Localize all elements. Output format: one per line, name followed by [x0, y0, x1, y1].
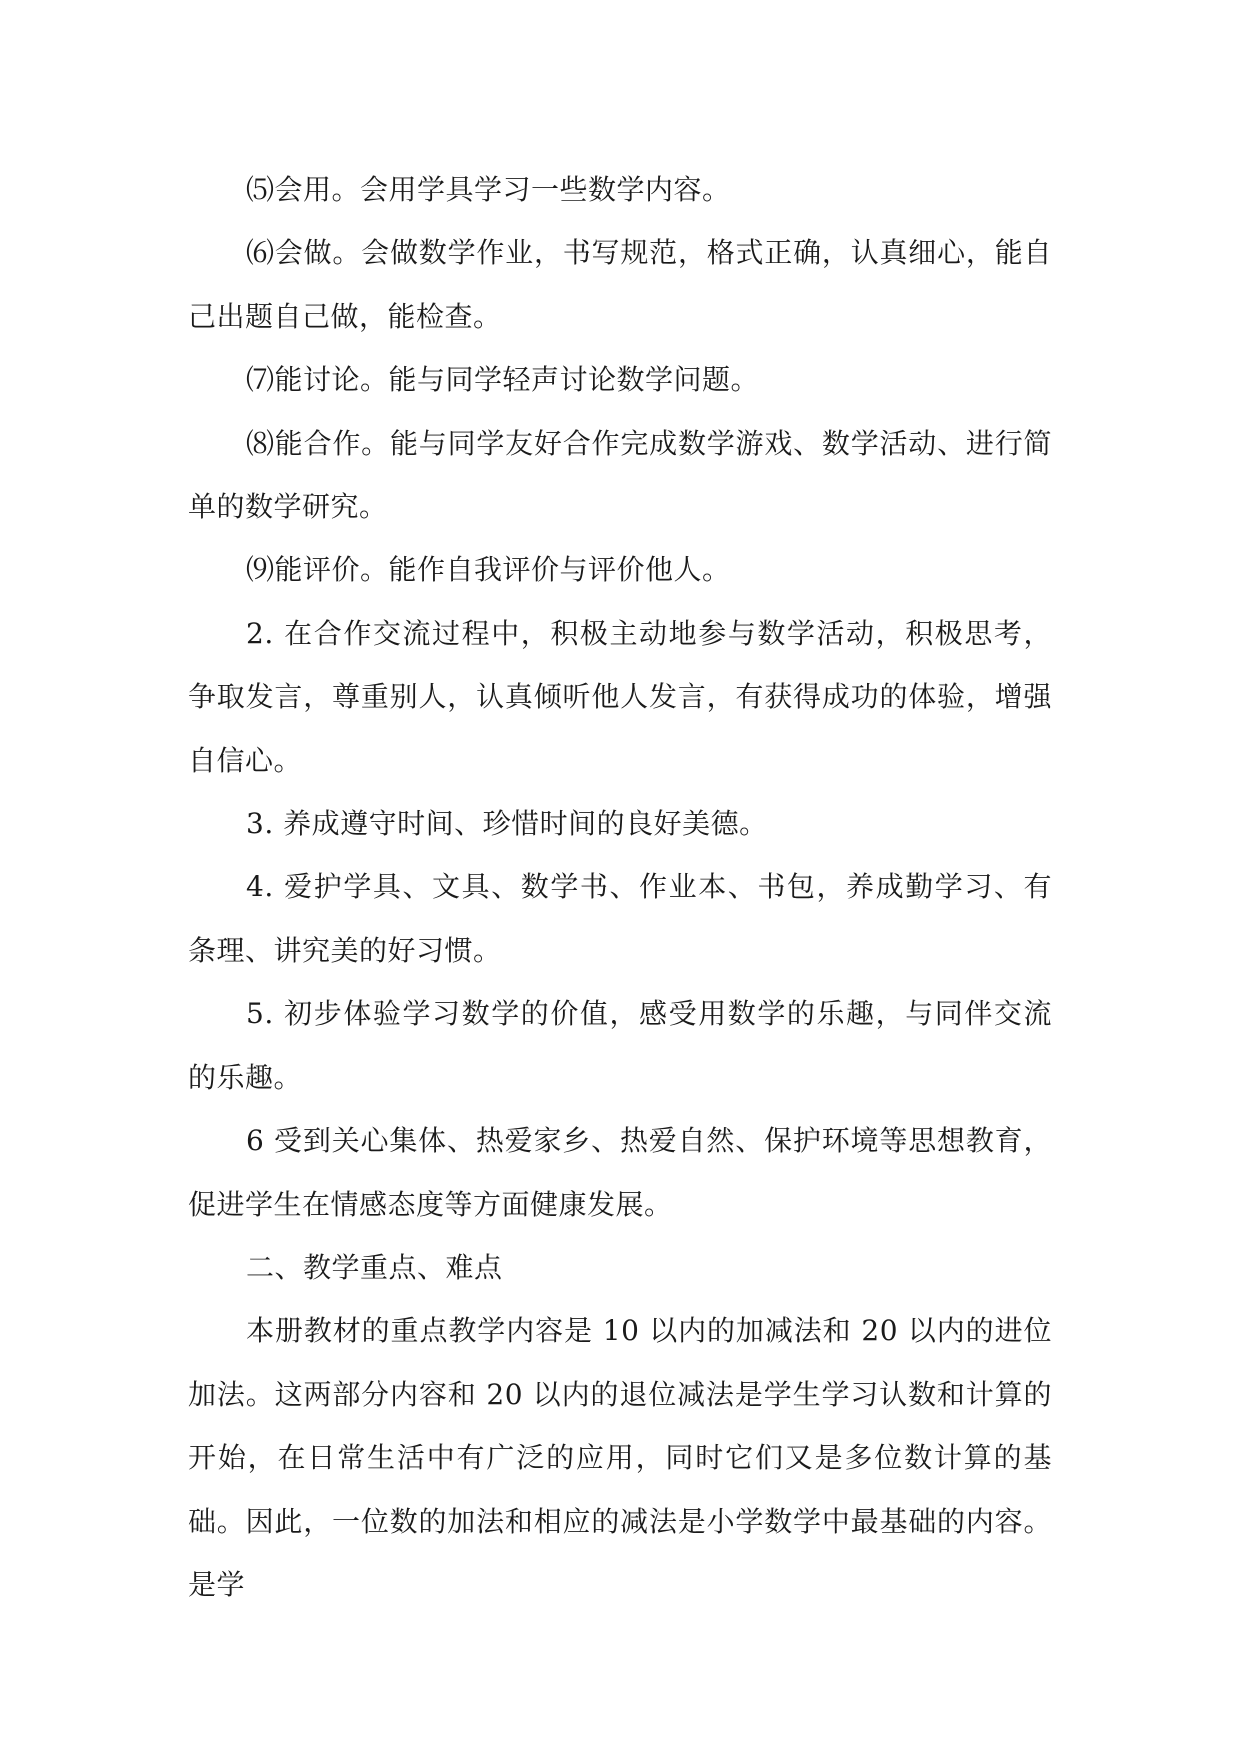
- paragraph: 6 受到关心集体、热爱家乡、热爱自然、保护环境等思想教育，促进学生在情感态度等方面健康发展。: [188, 1124, 1052, 1221]
- paragraph: ⑺能讨论。能与同学轻声讨论数学问题。: [246, 363, 760, 397]
- section-heading: 二、教学重点、难点: [246, 1250, 503, 1284]
- paragraph: ⑹会做。会做数学作业，书写规范，格式正确，认真细心，能自己出题自己做，能检查。: [188, 236, 1052, 333]
- paragraph: ⑸会用。会用学具学习一些数学内容。: [246, 173, 731, 206]
- paragraph: 5. 初步体验学习数学的价值，感受用数学的乐趣，与同伴交流的乐趣。: [188, 997, 1052, 1094]
- paragraph: 本册教材的重点教学内容是 10 以内的加减法和 20 以内的进位加法。这两部分内容和 20 以内的退位减法是学生学习认数和计算的开始，在日常生活中有广泛的应用，同时它们又是多位数计算的基础。因此，一位数的加法和相应的减法是小学数学中最基础的内容。是学: [188, 1314, 1052, 1601]
- paragraph: 2. 在合作交流过程中，积极主动地参与数学活动，积极思考，争取发言，尊重别人，认真倾听他人发言，有获得成功的体验，增强自信心。: [188, 616, 1052, 777]
- paragraph: 4. 爱护学具、文具、数学书、作业本、书包，养成勤学习、有条理、讲究美的好习惯。: [188, 870, 1052, 967]
- document-body: [188, 158, 1052, 1616]
- paragraph: ⑻能合作。能与同学友好合作完成数学游戏、数学活动、进行简单的数学研究。: [188, 426, 1052, 524]
- paragraph: 3. 养成遵守时间、珍惜时间的良好美德。: [246, 807, 768, 841]
- paragraph: ⑼能评价。能作自我评价与评价他人。: [246, 553, 731, 587]
